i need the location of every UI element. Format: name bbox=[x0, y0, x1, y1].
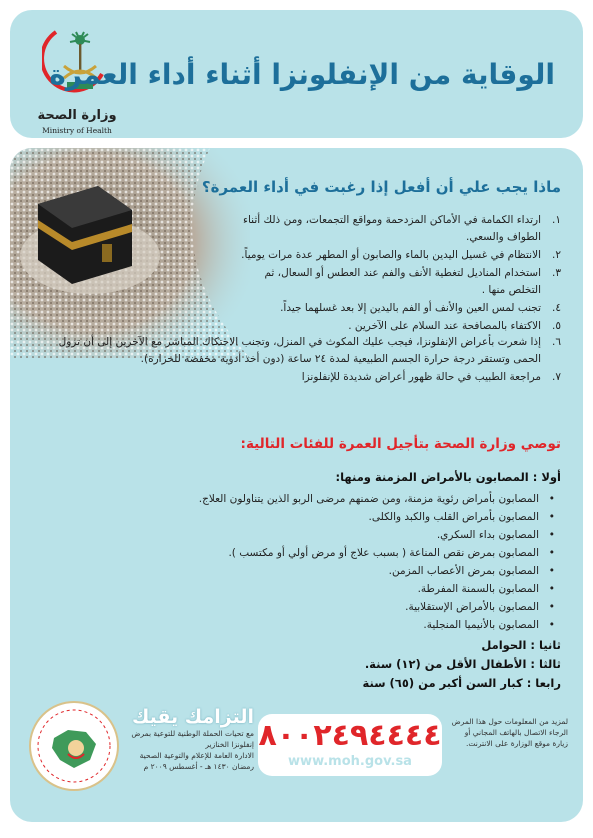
list-item-text: المصابون بالسمنة المفرطة. bbox=[417, 583, 539, 595]
list-item bbox=[61, 526, 561, 544]
category-children: ثالثا : الأطفال الأقل من (١٢) سنة. bbox=[364, 657, 561, 671]
bullet: • bbox=[548, 511, 555, 523]
advice-text: الاكتفاء بالمصافحة عند السلام على الآخرين . bbox=[348, 320, 541, 332]
bullet: • bbox=[548, 619, 555, 631]
campaign-line: مع تحيات الحملة الوطنية للتوعية بمرض إنفلونزا الخنازير bbox=[131, 729, 254, 749]
hotline-box bbox=[258, 714, 442, 776]
advice-number: ٥. bbox=[552, 320, 561, 332]
campaign-line: الادارة العامة للإعلام والتوعية الصحية bbox=[139, 751, 254, 760]
diseases-list bbox=[61, 490, 561, 634]
campaign-line: رمضان ١٤٣٠ هـ - أغسطس ٢٠٠٩ م bbox=[143, 762, 254, 771]
list-item-text: المصابون بداء السكري. bbox=[436, 529, 539, 541]
bullet: • bbox=[548, 547, 555, 559]
list-item bbox=[61, 598, 561, 616]
advice-item bbox=[241, 300, 561, 317]
advice-item bbox=[241, 318, 561, 335]
main-panel bbox=[10, 148, 583, 822]
list-item-text: المصابون بأمراض القلب والكبد والكلى. bbox=[368, 511, 539, 523]
bullet: • bbox=[548, 565, 555, 577]
advice-number: ٤. bbox=[552, 302, 561, 314]
ministry-name-arabic: وزارة الصحة bbox=[37, 108, 117, 123]
list-item-text: المصابون بالأمراض الإستقلابية. bbox=[405, 601, 539, 613]
recommendation-heading: توصي وزارة الصحة بتأجيل العمرة للفئات التالية: bbox=[240, 436, 561, 452]
list-item bbox=[61, 580, 561, 598]
campaign-block bbox=[122, 706, 254, 772]
bullet: • bbox=[548, 583, 555, 595]
list-item bbox=[61, 544, 561, 562]
advice-text: مراجعة الطبيب في حالة ظهور أعراض شديدة للإنفلونزا bbox=[301, 371, 541, 383]
bullet: • bbox=[548, 529, 555, 541]
bullet: • bbox=[548, 493, 555, 505]
list-item bbox=[61, 562, 561, 580]
page-title: الوقاية من الإنفلونزا أثناء أداء العمرة bbox=[49, 58, 555, 91]
advice-item bbox=[241, 247, 561, 264]
advice-number: ٣. bbox=[552, 267, 561, 279]
list-item bbox=[61, 490, 561, 508]
other-categories bbox=[363, 636, 561, 693]
list-item bbox=[61, 508, 561, 526]
list-item-text: المصابون بمرض نقص المناعة ( بسبب علاج أو مرض أولي أو مكتسب ). bbox=[228, 547, 539, 559]
advice-item bbox=[241, 212, 561, 246]
bullet: • bbox=[548, 601, 555, 613]
advice-text: استخدام المناديل لتغطية الأنف والفم عند العطس أو السعال، ثم التخلص منها . bbox=[264, 267, 541, 296]
advice-text: ارتداء الكمامة في الأماكن المزدحمة ومواقع التجمعات، ومن ذلك أثناء الطواف والسعي. bbox=[243, 214, 541, 243]
list-item-text: المصابون بمرض الأعصاب المزمن. bbox=[388, 565, 539, 577]
info-note: لمزيد من المعلومات حول هذا المرض الرجاء الاتصال بالهاتف المجاني أو زيارة موقع الوزارة على الانترنت. bbox=[451, 717, 568, 748]
advice-number: ٢. bbox=[552, 249, 561, 261]
advice-list bbox=[241, 212, 561, 336]
advice-number: ٦. bbox=[552, 336, 561, 348]
advice-text: إذا شعرت بأعراض الإنفلونزا، فيجب عليك المكوث في المنزل، وتجنب الاحتكاك المباشر مع الآخرين إلى أن تزول الحمى وتستقر درجة حرارة الجسم الطبيعية لمدة ٢٤ ساعة (دون أخذ أدوية مخفضة للحرارة). bbox=[58, 336, 541, 365]
footer bbox=[10, 688, 583, 822]
category-pregnant: ثانيا : الحوامل bbox=[481, 638, 561, 652]
question-heading: ماذا يجب علي أن أفعل إذا رغبت في أداء العمرة؟ bbox=[201, 178, 561, 196]
advice-text: الانتظام في غسيل اليدين بالماء والصابون أو المطهر عدة مرات يومياً. bbox=[241, 249, 541, 261]
advice-item bbox=[41, 369, 561, 386]
campaign-seal-icon bbox=[24, 696, 124, 796]
hotline-number[interactable]: ٨٠٠٢٤٩٤٤٤٤ bbox=[258, 718, 442, 753]
ministry-name-english: Ministry of Health bbox=[42, 126, 112, 135]
advice-number: ٧. bbox=[552, 371, 561, 383]
list-item-text: المصابون بأمراض رئوية مزمنة، ومن ضمنهم مرضى الربو الذين يتناولون العلاج. bbox=[198, 493, 539, 505]
advice-item bbox=[241, 265, 561, 299]
chronic-diseases-heading: أولا : المصابون بالأمراض المزمنة ومنها: bbox=[335, 470, 561, 484]
campaign-slogan: التزامك يقيك bbox=[131, 706, 254, 728]
advice-item bbox=[41, 334, 561, 368]
header-panel bbox=[10, 10, 583, 138]
category-elderly: رابعا : كبار السن أكبر من (٦٥) سنة bbox=[362, 676, 561, 690]
website-link[interactable]: www.moh.gov.sa bbox=[288, 754, 412, 769]
advice-number: ١. bbox=[552, 214, 561, 226]
list-item-text: المصابون بالأنيميا المنجلية. bbox=[423, 619, 539, 631]
list-item bbox=[61, 616, 561, 634]
advice-list-wide bbox=[41, 334, 561, 387]
advice-text: تجنب لمس العين والأنف أو الفم باليدين إلا بعد غسلهما جيداً. bbox=[280, 302, 541, 314]
